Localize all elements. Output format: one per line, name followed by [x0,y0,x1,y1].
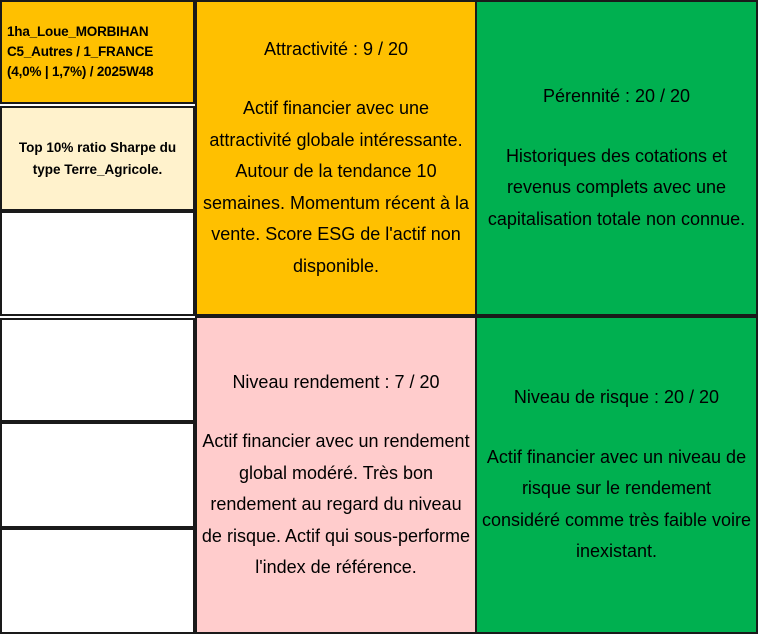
perennite-description: Historiques des cotations et revenus complets avec une capitalisation totale non connue. [487,145,746,229]
attractivite-panel [195,0,477,316]
empty-cell-1 [0,211,195,316]
risque-panel [475,316,758,634]
ranking-tag-text: Top 10% ratio Sharpe du type Terre_Agricole. [18,139,177,177]
attractivite-title: Attractivité : 9 / 20 [263,38,409,59]
perennite-title: Pérennité : 20 / 20 [542,86,691,106]
asset-identifier-box [0,0,195,104]
empty-cell-4 [0,528,195,634]
empty-cell-2 [0,318,195,422]
perennite-panel [475,0,758,316]
risque-description: Actif financier avec un niveau de risque sur le rendement considéré comme très faible voire inexistant. [481,446,752,562]
rendement-description: Actif financier avec un rendement global modéré. Très bon rendement au regard du niveau de risque. Actif qui sous-performe l'index de référence. [201,431,471,577]
risque-title: Niveau de risque : 20 / 20 [513,387,720,408]
rendement-title: Niveau rendement : 7 / 20 [232,371,440,392]
empty-cell-3 [0,422,195,528]
attractivite-description: Actif financier avec une attractivité globale intéressante. Autour de la tendance 10 semaines. Momentum récent à la vente. Score ESG de l'actif non disponible. [202,98,470,276]
ranking-tag-box [0,106,195,211]
rendement-panel [195,316,477,634]
asset-name: 1ha_Loue_MORBIHAN [7,24,149,39]
asset-yield-week: (4,0% | 1,7%) / 2025W48 [7,64,154,79]
asset-category-country: C5_Autres / 1_FRANCE [7,44,154,59]
